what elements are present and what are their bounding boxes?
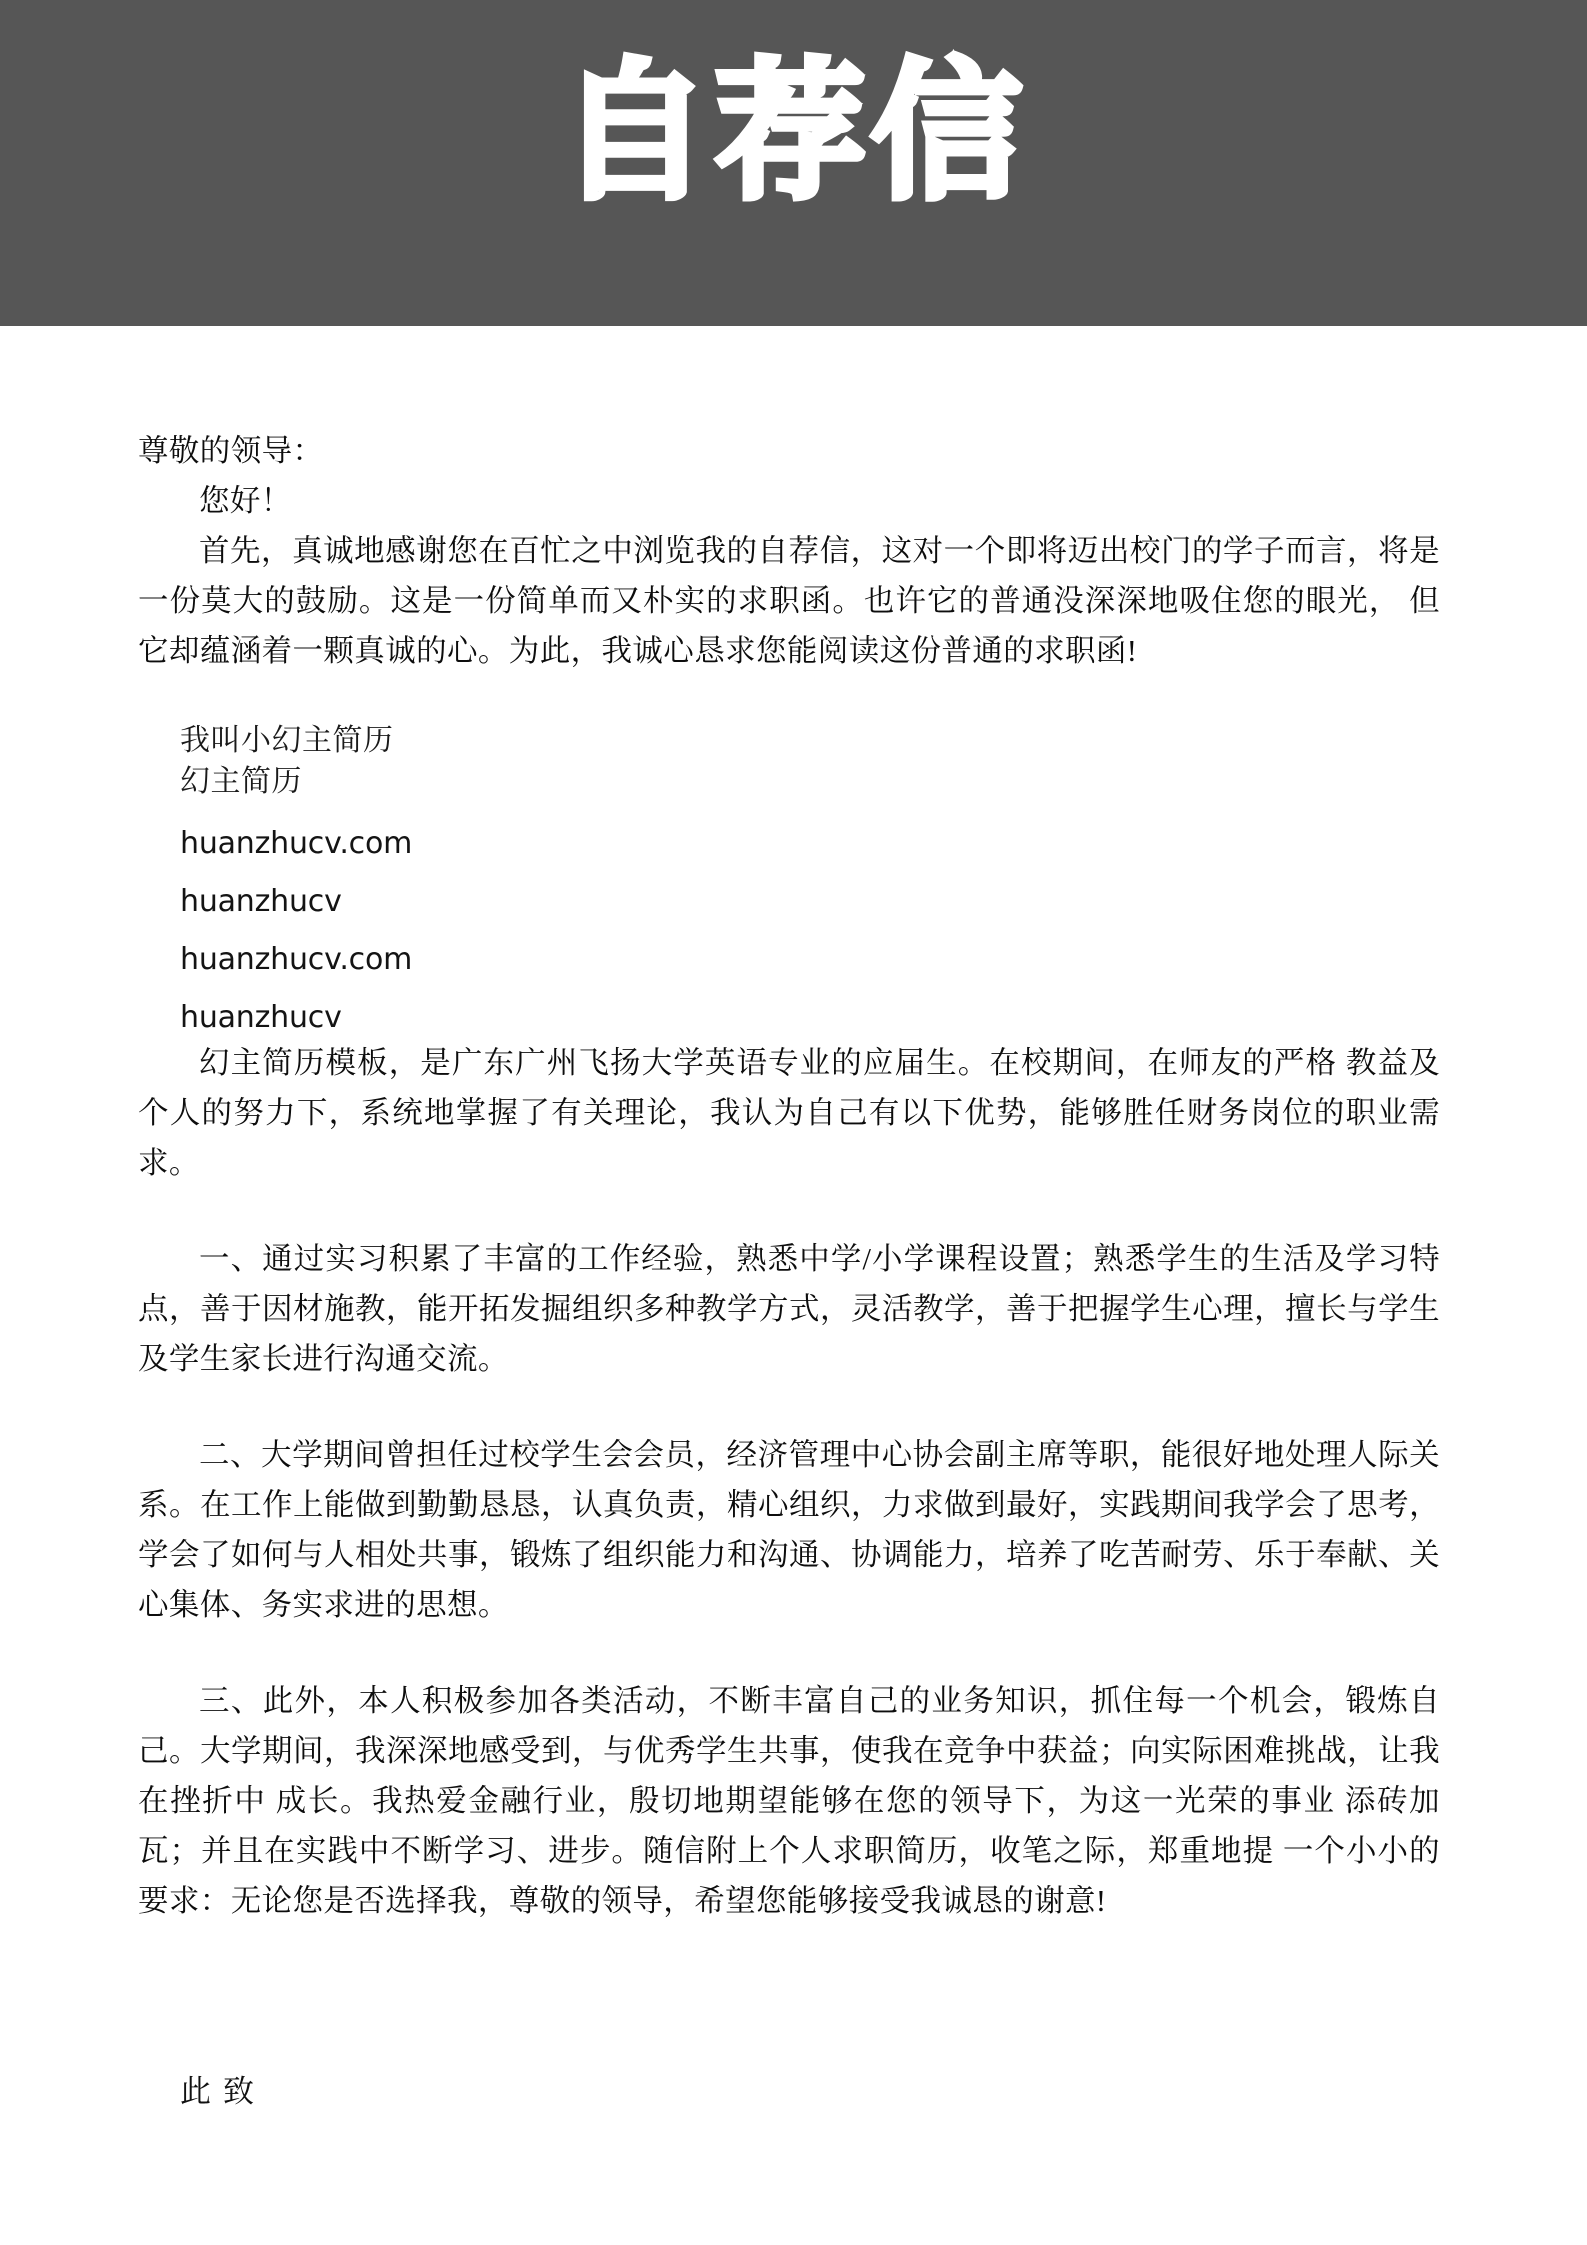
placeholder-handle-1: huanzhucv <box>180 884 342 919</box>
salutation: 尊敬的领导： <box>138 434 324 468</box>
header-banner <box>0 0 1587 326</box>
point-paragraph-2: 二、大学期间曾担任过校学生会会员，经济管理中心协会副主席等职，能很好地处理人际关系。在工作上能做到勤勤恳恳，认真负责，精心组织，力求做到最好，实践期间我学会了思考，学会了如何与人相处共事，锻炼了组织能力和沟通、协调能力，培养了吃苦耐劳、乐于奉献、关心集体、务实求进的思想。 <box>138 1438 1440 1622</box>
opening-paragraph: 首先，真诚地感谢您在百忙之中浏览我的自荐信，这对一个即将迈出校门的学子而言，将是一份莫大的鼓励。这是一份简单而又朴实的求职函。也许它的普通没深深地吸住您的眼光， 但它却蕴涵着一颗真诚的心。为此，我诚心恳求您能阅读这份普通的求职函! <box>138 534 1440 668</box>
greeting-line: 您好！ <box>199 484 292 518</box>
page-title: 自荐信 <box>559 46 1028 220</box>
closing-textbox <box>180 2074 480 2124</box>
closing-line: 此致 <box>180 2074 266 2109</box>
paragraph-gap <box>138 1630 1440 1676</box>
placeholder-site-1: huanzhucv.com <box>180 826 413 861</box>
letter-content <box>138 426 1440 1926</box>
paragraph-gap <box>138 1384 1440 1430</box>
point-paragraph-1: 一、通过实习积累了丰富的工作经验，熟悉中学/小学课程设置；熟悉学生的生活及学习特点，善于因材施教，能开拓发掘组织多种教学方式，灵活教学，善于把握学生心理，擅长与学生及学生家长进行沟通交流。 <box>138 1242 1440 1376</box>
point-paragraph-3: 三、此外，本人积极参加各类活动，不断丰富自己的业务知识，抓住每一个机会，锻炼自己。大学期间，我深深地感受到，与优秀学生共事，使我在竞争中获益；向实际困难挑战，让我在挫折中 成长。我热爱金融行业，殷切地期望能够在您的领导下，为这一光荣的事业 添砖加瓦；并且在实践中不断学习、进步。随信附上个人求职简历，收笔之际，郑重地提 一个小小的要求：无论您是否选择我，尊敬的领导，希望您能够接受我诚恳的谢意! <box>138 1684 1440 1918</box>
intro-paragraph: 幻主简历模板，是广东广州飞扬大学英语专业的应届生。在校期间，在师友的严格 教益及个人的努力下，系统地掌握了有关理论，我认为自己有以下优势，能够胜任财务岗位的职业需求。 <box>138 1046 1440 1180</box>
placeholder-name-line: 我叫小幻主简历 <box>180 724 394 757</box>
placeholder-handle-2: huanzhucv <box>180 1000 342 1035</box>
placeholder-brand-line: 幻主简历 <box>180 765 302 798</box>
placeholder-block <box>180 720 1440 1038</box>
document-page <box>0 326 1587 2245</box>
paragraph-gap <box>138 1188 1440 1234</box>
placeholder-site-2: huanzhucv.com <box>180 942 413 977</box>
